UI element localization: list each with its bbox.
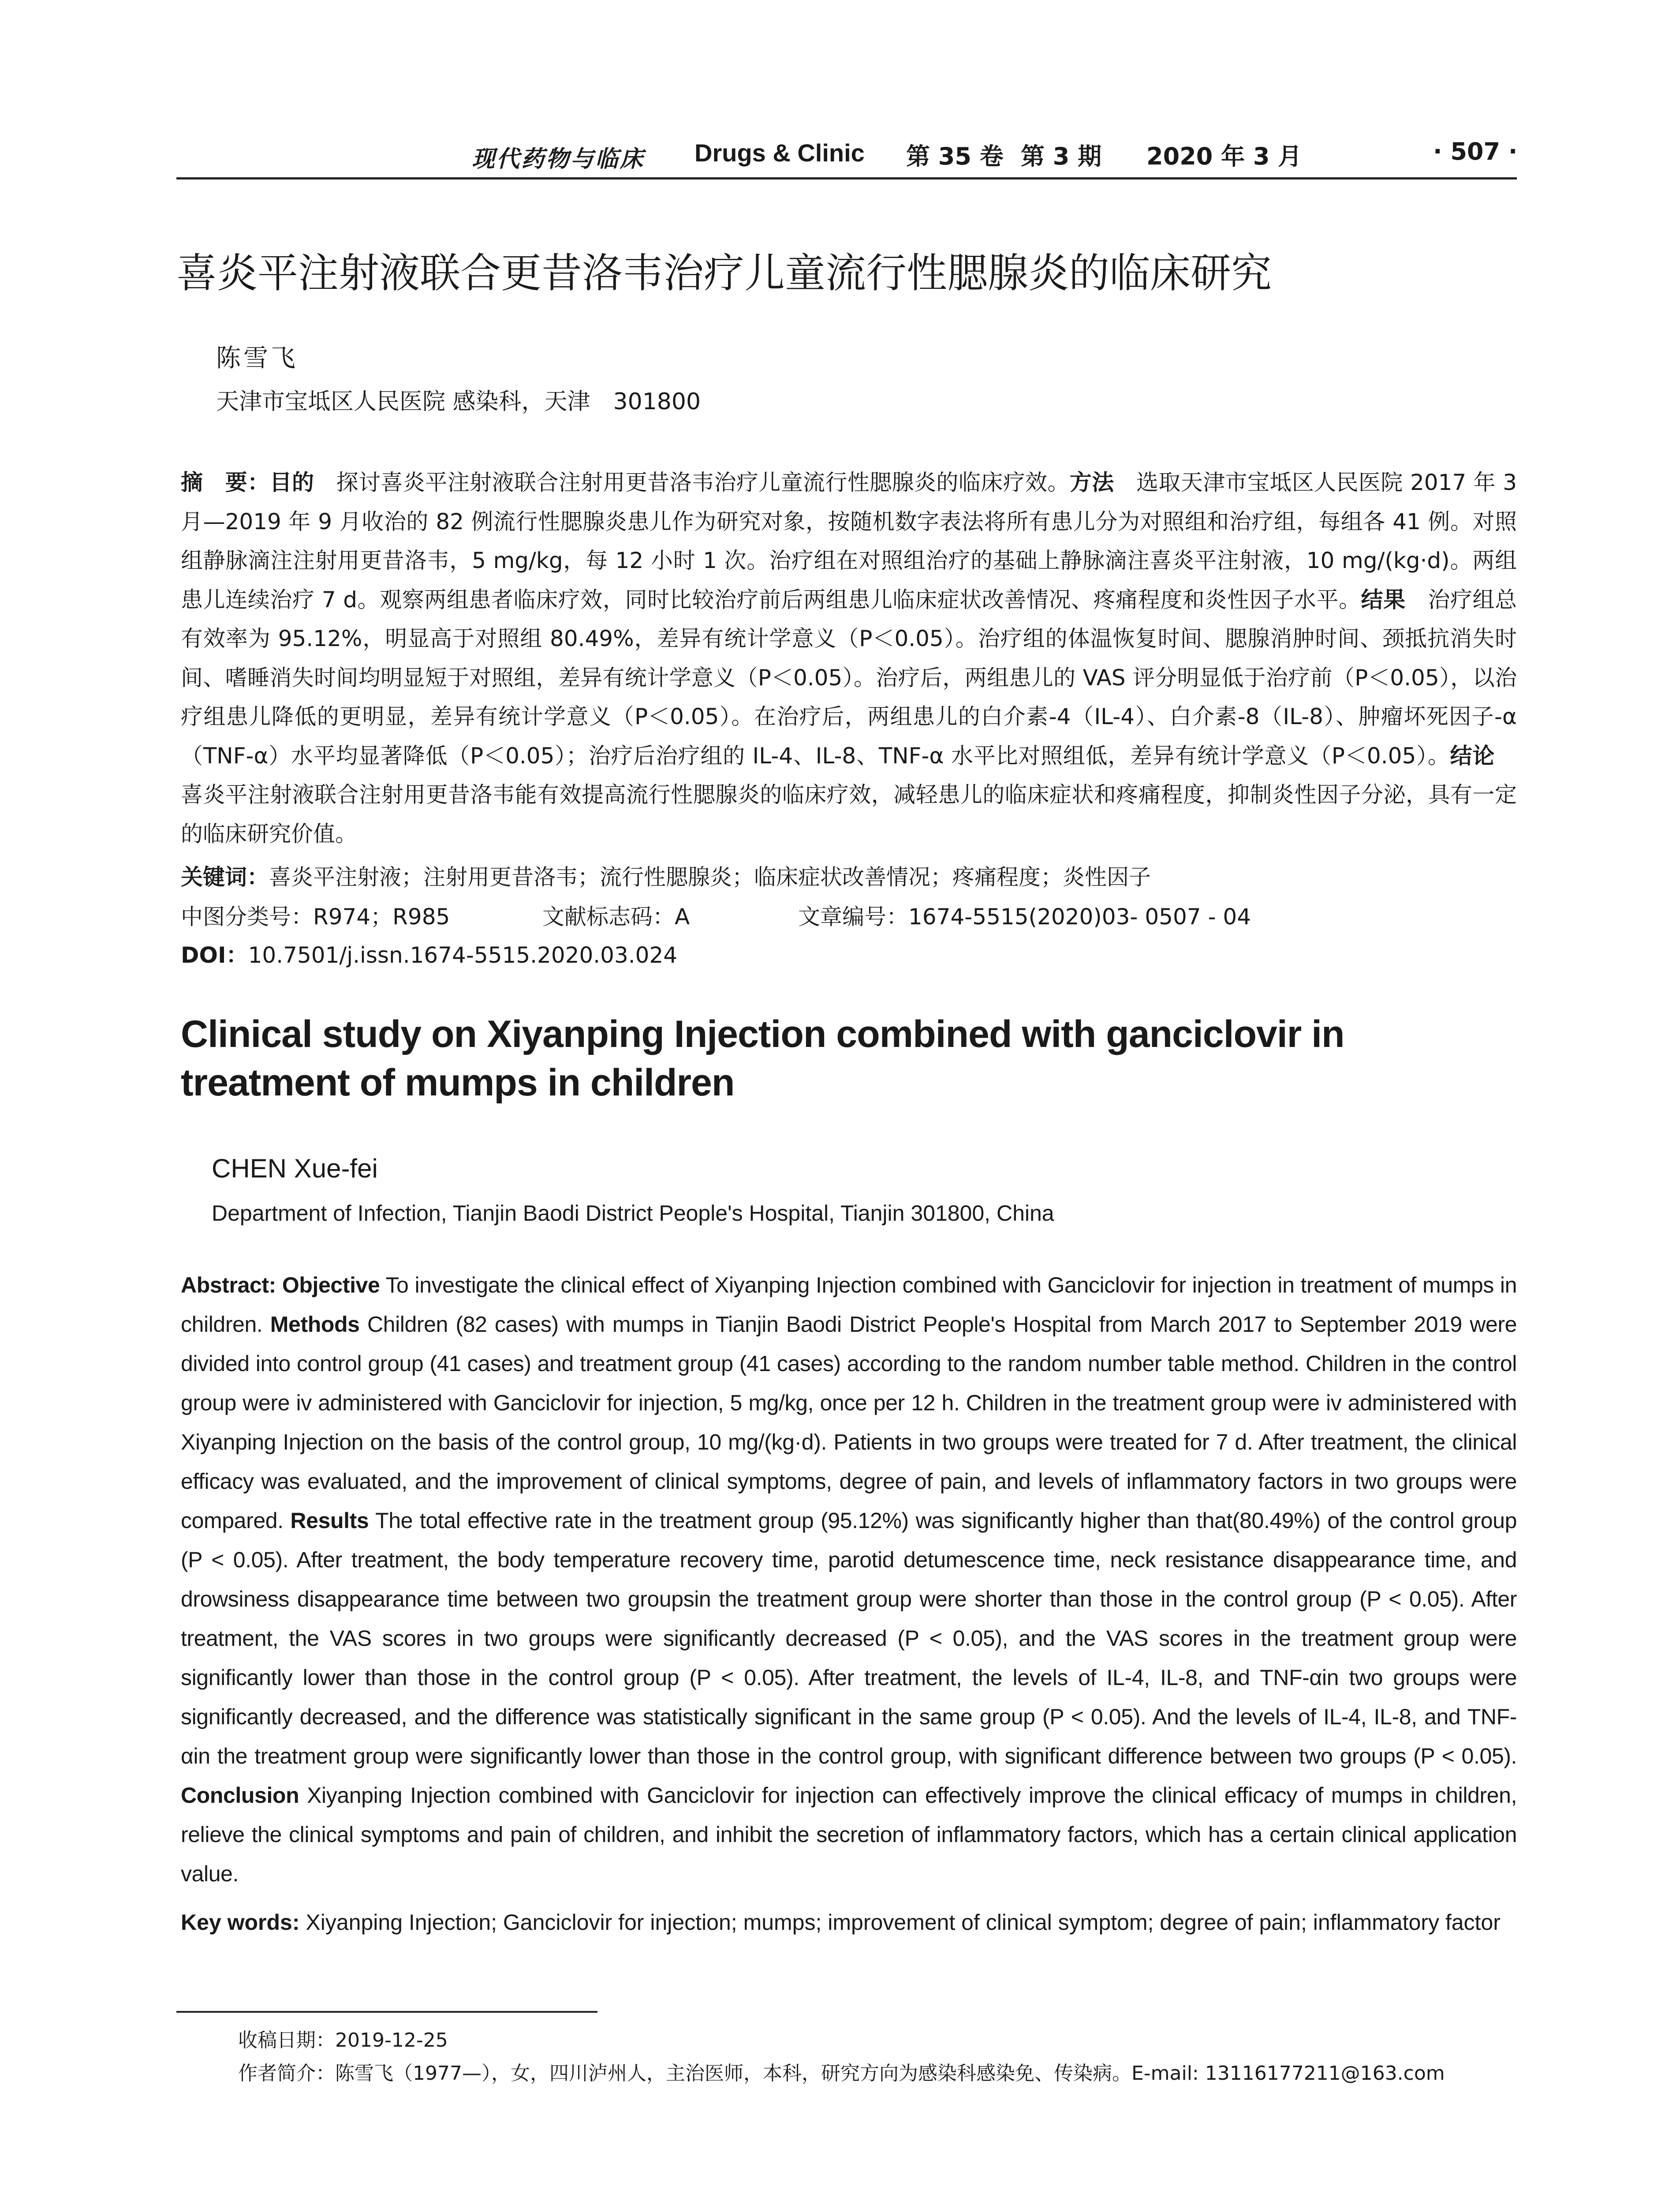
author-cn: 陈雪飞 [216,344,298,373]
conclusion-label-cn: 结论 [1450,743,1495,769]
methods-label-cn: 方法 [1069,470,1114,495]
author-en: CHEN Xue-fei [212,1154,378,1183]
journal-name-cn: 现代药物与临床 [472,146,645,172]
clc-number: 中图分类号：R974；R985 [181,904,450,930]
keywords-text-cn: 喜炎平注射液；注射用更昔洛韦；流行性腮腺炎；临床症状改善情况；疼痛程度；炎性因子 [269,864,1151,890]
volume: 第 35 卷 [906,142,1004,170]
methods-text-cn: 选取天津市宝坻区人民医院 2017 年 3 月—2019 年 9 月收治的 82 例流行性腮腺炎患儿作为研究对象，按随机数字表法将所有患儿分为对照组和治疗组，每组各 41 例。对照组静脉滴注注射用更昔洛韦，5 mg/kg，每 12 小时 1 次。治疗组在对照组治疗的基础上静脉滴注喜炎平注射液，10 mg/(kg·d)。两组患儿连续治疗 7 d。观察两组患者临床疗效，同时比较治疗前后两组患儿临床症状改善情况、疼痛程度和炎性因子水平。 [181,470,1517,613]
abstract-label-en: Abstract: [181,1273,282,1297]
header-divider [176,177,1517,179]
keywords-en [181,1903,1517,1942]
methods-label-en: Methods [270,1312,360,1337]
results-label-en: Results [290,1508,369,1533]
results-text-en: The total effective rate in the treatment group (95.12%) was significantly higher than that(80.49%) of the control group (P < 0.05). After treatment, the body temperature recovery time, parotid detumescence time, neck resistance disappearance time, and drowsiness disappearance time between two groupsin the treatment group were shorter than those in the control group (P < 0.05). After treatment, the VAS scores in two groups were significantly decreased (P < 0.05), and the VAS scores in the treatment group were significantly lower than those in the control group (P < 0.05). After treatment, the levels of IL-4, IL-8, and TNF-αin two groups were significantly decreased, and the difference was statistically significant in the same group (P < 0.05). And the levels of IL-4, IL-8, and TNF-αin the treatment group were significantly lower than those in the control group, with significant difference between two groups (P < 0.05). [181,1508,1517,1768]
document-code: 文献标志码：A [542,904,690,930]
issue: 第 3 期 [1021,142,1102,170]
author-bio: 作者简介：陈雪飞（1977—），女，四川泸州人，主治医师，本科，研究方向为感染科感染免、传染病。E-mail: 13116177211@163.com [238,2062,1445,2085]
doi-label: DOI： [181,942,248,968]
objective-text-cn: 探讨喜炎平注射液联合注射用更昔洛韦治疗儿童流行性腮腺炎的临床疗效。 [314,470,1070,495]
classification-line [181,897,1517,936]
conclusion-label-en: Conclusion [181,1783,299,1808]
issue-date: 2020 年 3 月 [1146,142,1302,170]
objective-text-en: To investigate the clinical effect of Xiyanping Injection combined with Ganciclovir for injection in treatment of mumps in children. [181,1273,1517,1337]
results-label-cn: 结果 [1361,587,1406,613]
doi-line [181,936,1517,975]
abstract-en [181,1266,1517,1894]
conclusion-text-cn: 喜炎平注射液联合注射用更昔洛韦能有效提高流行性腮腺炎的临床疗效，减轻患儿的临床症状和疼痛程度，抑制炎性因子分泌，具有一定的临床研究价值。 [181,743,1517,847]
article-title-cn: 喜炎平注射液联合更昔洛韦治疗儿童流行性腮腺炎的临床研究 [176,250,1272,297]
keywords-cn [181,858,1517,897]
doi-link[interactable]: 10.7501/j.issn.1674-5515.2020.03.024 [248,942,678,968]
conclusion-text-en: Xiyanping Injection combined with Ganciclovir for injection can effectively improve the clinical efficacy of mumps in children, relieve the clinical symptoms and pain of children, and inhibit the secretion of inflammatory factors, which has a certain clinical application value. [181,1783,1517,1886]
objective-label-en: Objective [282,1273,380,1297]
affiliation-en: Department of Infection, Tianjin Baodi District People's Hospital, Tianjin 301800, China [212,1201,1054,1226]
affiliation-cn: 天津市宝坻区人民医院 感染科，天津 301800 [216,389,701,415]
journal-name-en: Drugs & Clinic [694,139,865,167]
abstract-cn [181,463,1517,853]
article-number: 文章编号：1674-5515(2020)03- 0507 - 04 [798,904,1251,930]
results-text-cn: 治疗组总有效率为 95.12%，明显高于对照组 80.49%，差异有统计学意义（P＜0.05）。治疗组的体温恢复时间、腮腺消肿时间、颈抵抗消失时间、嗜睡消失时间均明显短于对照组，差异有统计学意义（P＜0.05）。治疗后，两组患儿的 VAS 评分明显低于治疗前（P＜0.05），以治疗组患儿降低的更明显，差异有统计学意义（P＜0.05）。在治疗后，两组患儿的白介素-4（IL-4）、白介素-8（IL-8）、肿瘤坏死因子-α（TNF-α）水平均显著降低（P＜0.05）；治疗后治疗组的 IL-4、IL-8、TNF-α 水平比对照组低，差异有统计学意义（P＜0.05）。 [181,587,1517,769]
page-number: · 507 · [1433,138,1518,165]
keywords-label-en: Key words: [181,1910,306,1935]
methods-text-en: Children (82 cases) with mumps in Tianjin Baodi District People's Hospital from March 2017 to September 2019 were divided into control group (41 cases) and treatment group (41 cases) according to the random number table method. Children in the control group were iv administered with Ganciclovir for injection, 5 mg/kg, once per 12 h. Children in the treatment group were iv administered with Xiyanping Injection on the basis of the control group, 10 mg/(kg·d). Patients in two groups were treated for 7 d. After treatment, the clinical efficacy was evaluated, and the improvement of clinical symptoms, degree of pain, and levels of inflammatory factors in two groups were compared. [181,1312,1517,1533]
objective-label-cn: 目的 [269,470,314,495]
running-header [0,140,1680,180]
abstract-label-cn: 摘 要： [181,470,270,495]
keywords-label-cn: 关键词： [181,864,269,890]
footnote-divider [176,2011,597,2013]
received-date: 收稿日期：2019-12-25 [238,2029,448,2052]
article-title-en: Clinical study on Xiyanping Injection combined with ganciclovir in treatment of mumps in children [181,1013,1344,1104]
keywords-text-en: Xiyanping Injection; Ganciclovir for injection; mumps; improvement of clinical symptom; degree of pain; inflammatory factor [306,1910,1501,1935]
